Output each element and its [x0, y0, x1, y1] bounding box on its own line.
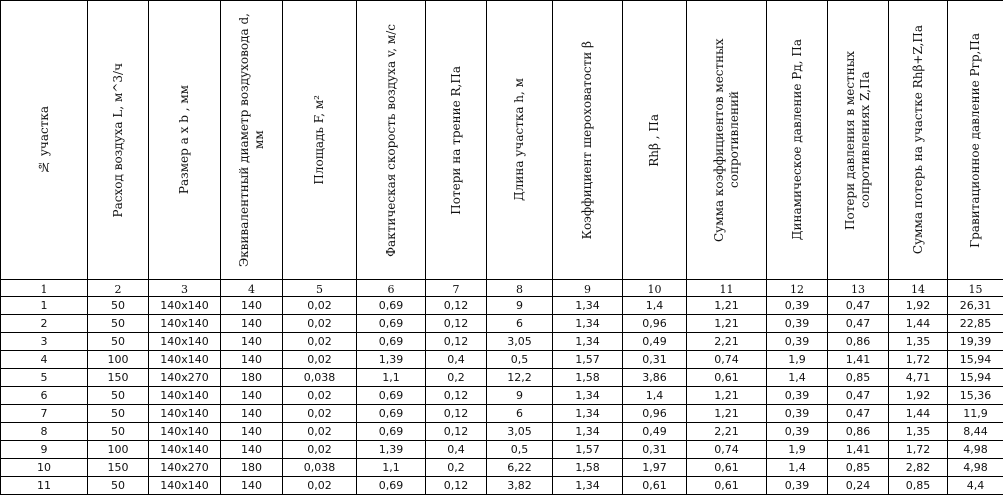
- table-cell: 1,92: [889, 297, 948, 315]
- column-number: 15: [948, 280, 1003, 297]
- table-cell: 9: [487, 387, 553, 405]
- table-cell: 100: [88, 441, 149, 459]
- table-cell: 140x140: [149, 405, 221, 423]
- table-cell: 50: [88, 387, 149, 405]
- table-row: [1, 459, 1003, 477]
- table-cell: 180: [221, 459, 283, 477]
- header-label: Расход воздуха L, м^3/ч: [110, 62, 125, 218]
- header-row: [1, 1, 1003, 280]
- table-cell: 1,72: [889, 441, 948, 459]
- table-cell: 1,44: [889, 405, 948, 423]
- table-cell: 6: [487, 405, 553, 423]
- header-roughness: [553, 1, 623, 280]
- table-cell: 140x140: [149, 297, 221, 315]
- table-cell: 1,58: [553, 459, 623, 477]
- table-cell: 140: [221, 351, 283, 369]
- table-cell: 140x270: [149, 369, 221, 387]
- table-cell: 140: [221, 387, 283, 405]
- column-number: 11: [687, 280, 767, 297]
- table-cell: 0,24: [828, 477, 889, 495]
- table-cell: 2,21: [687, 333, 767, 351]
- header-label: Коэффициент шероховатости β: [580, 40, 594, 240]
- header-length: [487, 1, 553, 280]
- table-body: [1, 280, 1003, 495]
- table-cell: 140: [221, 477, 283, 495]
- table-cell: 140x140: [149, 387, 221, 405]
- table-cell: 140: [221, 297, 283, 315]
- table-cell: 0,02: [283, 477, 357, 495]
- table-cell: 0,038: [283, 459, 357, 477]
- table-cell: 8,44: [948, 423, 1003, 441]
- table-cell: 5: [1, 369, 88, 387]
- table-cell: 8: [1, 423, 88, 441]
- table-cell: 100: [88, 351, 149, 369]
- table-cell: 19,39: [948, 333, 1003, 351]
- table-cell: 6,22: [487, 459, 553, 477]
- header-label: Сумма потерь на участке Rhβ+Z,Па: [910, 25, 925, 255]
- table-row: [1, 387, 1003, 405]
- column-number: 7: [426, 280, 487, 297]
- table-cell: 50: [88, 477, 149, 495]
- table-cell: 0,4: [426, 441, 487, 459]
- table-cell: 0,39: [767, 423, 828, 441]
- header-rhb: [623, 1, 687, 280]
- table-cell: 1,21: [687, 405, 767, 423]
- table-cell: 0,61: [687, 477, 767, 495]
- table-row: [1, 441, 1003, 459]
- table-cell: 150: [88, 459, 149, 477]
- header-label: Гравитационное давление Ргр,Па: [968, 32, 982, 248]
- table-cell: 0,4: [426, 351, 487, 369]
- table-cell: 0,69: [357, 315, 426, 333]
- table-cell: 10: [1, 459, 88, 477]
- table-cell: 1,34: [553, 423, 623, 441]
- table-cell: 1,39: [357, 351, 426, 369]
- table-cell: 1,34: [553, 333, 623, 351]
- table-cell: 0,86: [828, 333, 889, 351]
- header-label: Фактическая скорость воздуха v, м/с: [383, 23, 398, 257]
- table-cell: 6: [487, 315, 553, 333]
- table-cell: 2,21: [687, 423, 767, 441]
- table-cell: 3,82: [487, 477, 553, 495]
- column-number: 6: [357, 280, 426, 297]
- table-cell: 0,31: [623, 351, 687, 369]
- table-cell: 0,47: [828, 387, 889, 405]
- table-cell: 0,47: [828, 405, 889, 423]
- table-cell: 2: [1, 315, 88, 333]
- table-cell: 12,2: [487, 369, 553, 387]
- header-local-coef-sum: [687, 1, 767, 280]
- table-cell: 1,35: [889, 423, 948, 441]
- table-cell: 0,39: [767, 297, 828, 315]
- table-cell: 50: [88, 315, 149, 333]
- table-cell: 26,31: [948, 297, 1003, 315]
- table-cell: 180: [221, 369, 283, 387]
- header-label: Размер а х b , мм: [177, 85, 191, 195]
- table-cell: 1,1: [357, 459, 426, 477]
- table-cell: 0,61: [687, 459, 767, 477]
- header-section-no: [1, 1, 88, 280]
- table-cell: 0,39: [767, 477, 828, 495]
- table-cell: 0,39: [767, 333, 828, 351]
- table-cell: 0,12: [426, 405, 487, 423]
- table-cell: 0,02: [283, 315, 357, 333]
- table-cell: 0,74: [687, 351, 767, 369]
- table-cell: 0,96: [623, 405, 687, 423]
- table-cell: 50: [88, 297, 149, 315]
- table-cell: 0,85: [828, 459, 889, 477]
- column-number: 1: [1, 280, 88, 297]
- table-cell: 0,69: [357, 405, 426, 423]
- column-number-row: [1, 280, 1003, 297]
- table-cell: 3,05: [487, 333, 553, 351]
- header-total-loss: [889, 1, 948, 280]
- table-row: [1, 297, 1003, 315]
- table-cell: 1,97: [623, 459, 687, 477]
- table-cell: 1: [1, 297, 88, 315]
- table-row: [1, 405, 1003, 423]
- header-velocity: [357, 1, 426, 280]
- table-cell: 2,82: [889, 459, 948, 477]
- table-cell: 7: [1, 405, 88, 423]
- table-cell: 0,12: [426, 297, 487, 315]
- table-cell: 1,39: [357, 441, 426, 459]
- table-cell: 9: [487, 297, 553, 315]
- table-cell: 1,44: [889, 315, 948, 333]
- table-cell: 0,02: [283, 351, 357, 369]
- column-number: 3: [149, 280, 221, 297]
- header-label: Rhβ , Па: [647, 113, 661, 167]
- table-cell: 0,5: [487, 441, 553, 459]
- table-cell: 0,02: [283, 405, 357, 423]
- table-cell: 1,41: [828, 351, 889, 369]
- table-cell: 140x140: [149, 351, 221, 369]
- column-number: 4: [221, 280, 283, 297]
- table-cell: 50: [88, 405, 149, 423]
- table-cell: 1,34: [553, 405, 623, 423]
- table-cell: 1,21: [687, 297, 767, 315]
- table-cell: 1,35: [889, 333, 948, 351]
- table-cell: 3: [1, 333, 88, 351]
- table-cell: 4,4: [948, 477, 1003, 495]
- column-number: 5: [283, 280, 357, 297]
- table-cell: 1,41: [828, 441, 889, 459]
- table-row: [1, 423, 1003, 441]
- table-cell: 1,9: [767, 441, 828, 459]
- table-cell: 0,038: [283, 369, 357, 387]
- table-cell: 140: [221, 333, 283, 351]
- table-cell: 1,4: [623, 297, 687, 315]
- table-cell: 15,94: [948, 369, 1003, 387]
- table-row: [1, 351, 1003, 369]
- table-cell: 1,72: [889, 351, 948, 369]
- table-cell: 0,96: [623, 315, 687, 333]
- table-cell: 1,21: [687, 387, 767, 405]
- table-cell: 140x140: [149, 477, 221, 495]
- table-cell: 4: [1, 351, 88, 369]
- table-cell: 0,69: [357, 333, 426, 351]
- column-number: 2: [88, 280, 149, 297]
- table-cell: 0,12: [426, 333, 487, 351]
- table-cell: 150: [88, 369, 149, 387]
- table-row: [1, 369, 1003, 387]
- header-label: Потери давления в местных сопротивлениях Z,Па: [843, 50, 872, 230]
- column-number: 8: [487, 280, 553, 297]
- header-local-loss: [828, 1, 889, 280]
- table-cell: 0,61: [687, 369, 767, 387]
- header-size: [149, 1, 221, 280]
- column-number: 10: [623, 280, 687, 297]
- table-cell: 50: [88, 333, 149, 351]
- header-area: [283, 1, 357, 280]
- table-cell: 1,21: [687, 315, 767, 333]
- table-cell: 0,2: [426, 369, 487, 387]
- table-cell: 140: [221, 405, 283, 423]
- table-cell: 15,36: [948, 387, 1003, 405]
- table-cell: 0,12: [426, 315, 487, 333]
- header-label: Потери на трение R,Па: [448, 65, 463, 215]
- table-cell: 3,05: [487, 423, 553, 441]
- table-cell: 0,02: [283, 333, 357, 351]
- table-cell: 11,9: [948, 405, 1003, 423]
- table-cell: 0,69: [357, 387, 426, 405]
- table-cell: 1,9: [767, 351, 828, 369]
- table-cell: 0,39: [767, 387, 828, 405]
- table-cell: 0,39: [767, 405, 828, 423]
- table-cell: 1,4: [767, 369, 828, 387]
- table-cell: 0,39: [767, 315, 828, 333]
- header-gravity-pressure: [948, 1, 1003, 280]
- header-label: Длина участка h, м: [512, 78, 526, 202]
- table-cell: 140: [221, 441, 283, 459]
- header-friction-loss: [426, 1, 487, 280]
- table-cell: 1,34: [553, 315, 623, 333]
- table-cell: 9: [1, 441, 88, 459]
- table-cell: 0,49: [623, 333, 687, 351]
- table-cell: 1,92: [889, 387, 948, 405]
- table-cell: 140: [221, 423, 283, 441]
- table-cell: 1,57: [553, 351, 623, 369]
- table-cell: 0,85: [889, 477, 948, 495]
- header-dynamic-pressure: [767, 1, 828, 280]
- table-cell: 140x140: [149, 423, 221, 441]
- table-cell: 140x140: [149, 315, 221, 333]
- table-cell: 4,71: [889, 369, 948, 387]
- table-cell: 140x140: [149, 333, 221, 351]
- table-cell: 140x270: [149, 459, 221, 477]
- table-cell: 1,34: [553, 297, 623, 315]
- table-cell: 0,47: [828, 297, 889, 315]
- table-cell: 140: [221, 315, 283, 333]
- table-cell: 0,86: [828, 423, 889, 441]
- table-row: [1, 477, 1003, 495]
- table-cell: 1,1: [357, 369, 426, 387]
- table-cell: 1,4: [623, 387, 687, 405]
- table-cell: 3,86: [623, 369, 687, 387]
- table-cell: 6: [1, 387, 88, 405]
- column-number: 9: [553, 280, 623, 297]
- table-cell: 0,12: [426, 387, 487, 405]
- table-cell: 11: [1, 477, 88, 495]
- table-cell: 140x140: [149, 441, 221, 459]
- table-cell: 0,69: [357, 297, 426, 315]
- table-cell: 0,69: [357, 423, 426, 441]
- table-cell: 0,2: [426, 459, 487, 477]
- header-label: Сумма коэффициентов местных сопротивлений: [711, 38, 741, 242]
- table-cell: 0,02: [283, 297, 357, 315]
- table-cell: 0,49: [623, 423, 687, 441]
- table-cell: 1,57: [553, 441, 623, 459]
- table-cell: 0,5: [487, 351, 553, 369]
- table-cell: 0,61: [623, 477, 687, 495]
- header-equiv-diameter: [221, 1, 283, 280]
- table-cell: 0,12: [426, 477, 487, 495]
- table-cell: 0,74: [687, 441, 767, 459]
- header-air-flow: [88, 1, 149, 280]
- table-row: [1, 333, 1003, 351]
- table-cell: 1,58: [553, 369, 623, 387]
- table-cell: 0,85: [828, 369, 889, 387]
- table-cell: 0,31: [623, 441, 687, 459]
- table-row: [1, 315, 1003, 333]
- column-number: 12: [767, 280, 828, 297]
- column-number: 14: [889, 280, 948, 297]
- table-cell: 0,02: [283, 387, 357, 405]
- header-label: Динамическое давление Pд, Па: [789, 39, 804, 241]
- table-cell: 50: [88, 423, 149, 441]
- header-label: № участка: [36, 106, 51, 174]
- table-cell: 1,34: [553, 477, 623, 495]
- table-cell: 15,94: [948, 351, 1003, 369]
- table-cell: 4,98: [948, 459, 1003, 477]
- table-cell: 1,4: [767, 459, 828, 477]
- table-cell: 0,12: [426, 423, 487, 441]
- table-cell: 1,34: [553, 387, 623, 405]
- header-label: Площадь F, м²: [312, 95, 326, 185]
- table-cell: 0,02: [283, 441, 357, 459]
- table-cell: 0,02: [283, 423, 357, 441]
- table-cell: 4,98: [948, 441, 1003, 459]
- header-label: Эквивалентный диаметр воздуховода d, мм: [236, 13, 266, 267]
- table-cell: 0,47: [828, 315, 889, 333]
- column-number: 13: [828, 280, 889, 297]
- table-cell: 0,69: [357, 477, 426, 495]
- table-cell: 22,85: [948, 315, 1003, 333]
